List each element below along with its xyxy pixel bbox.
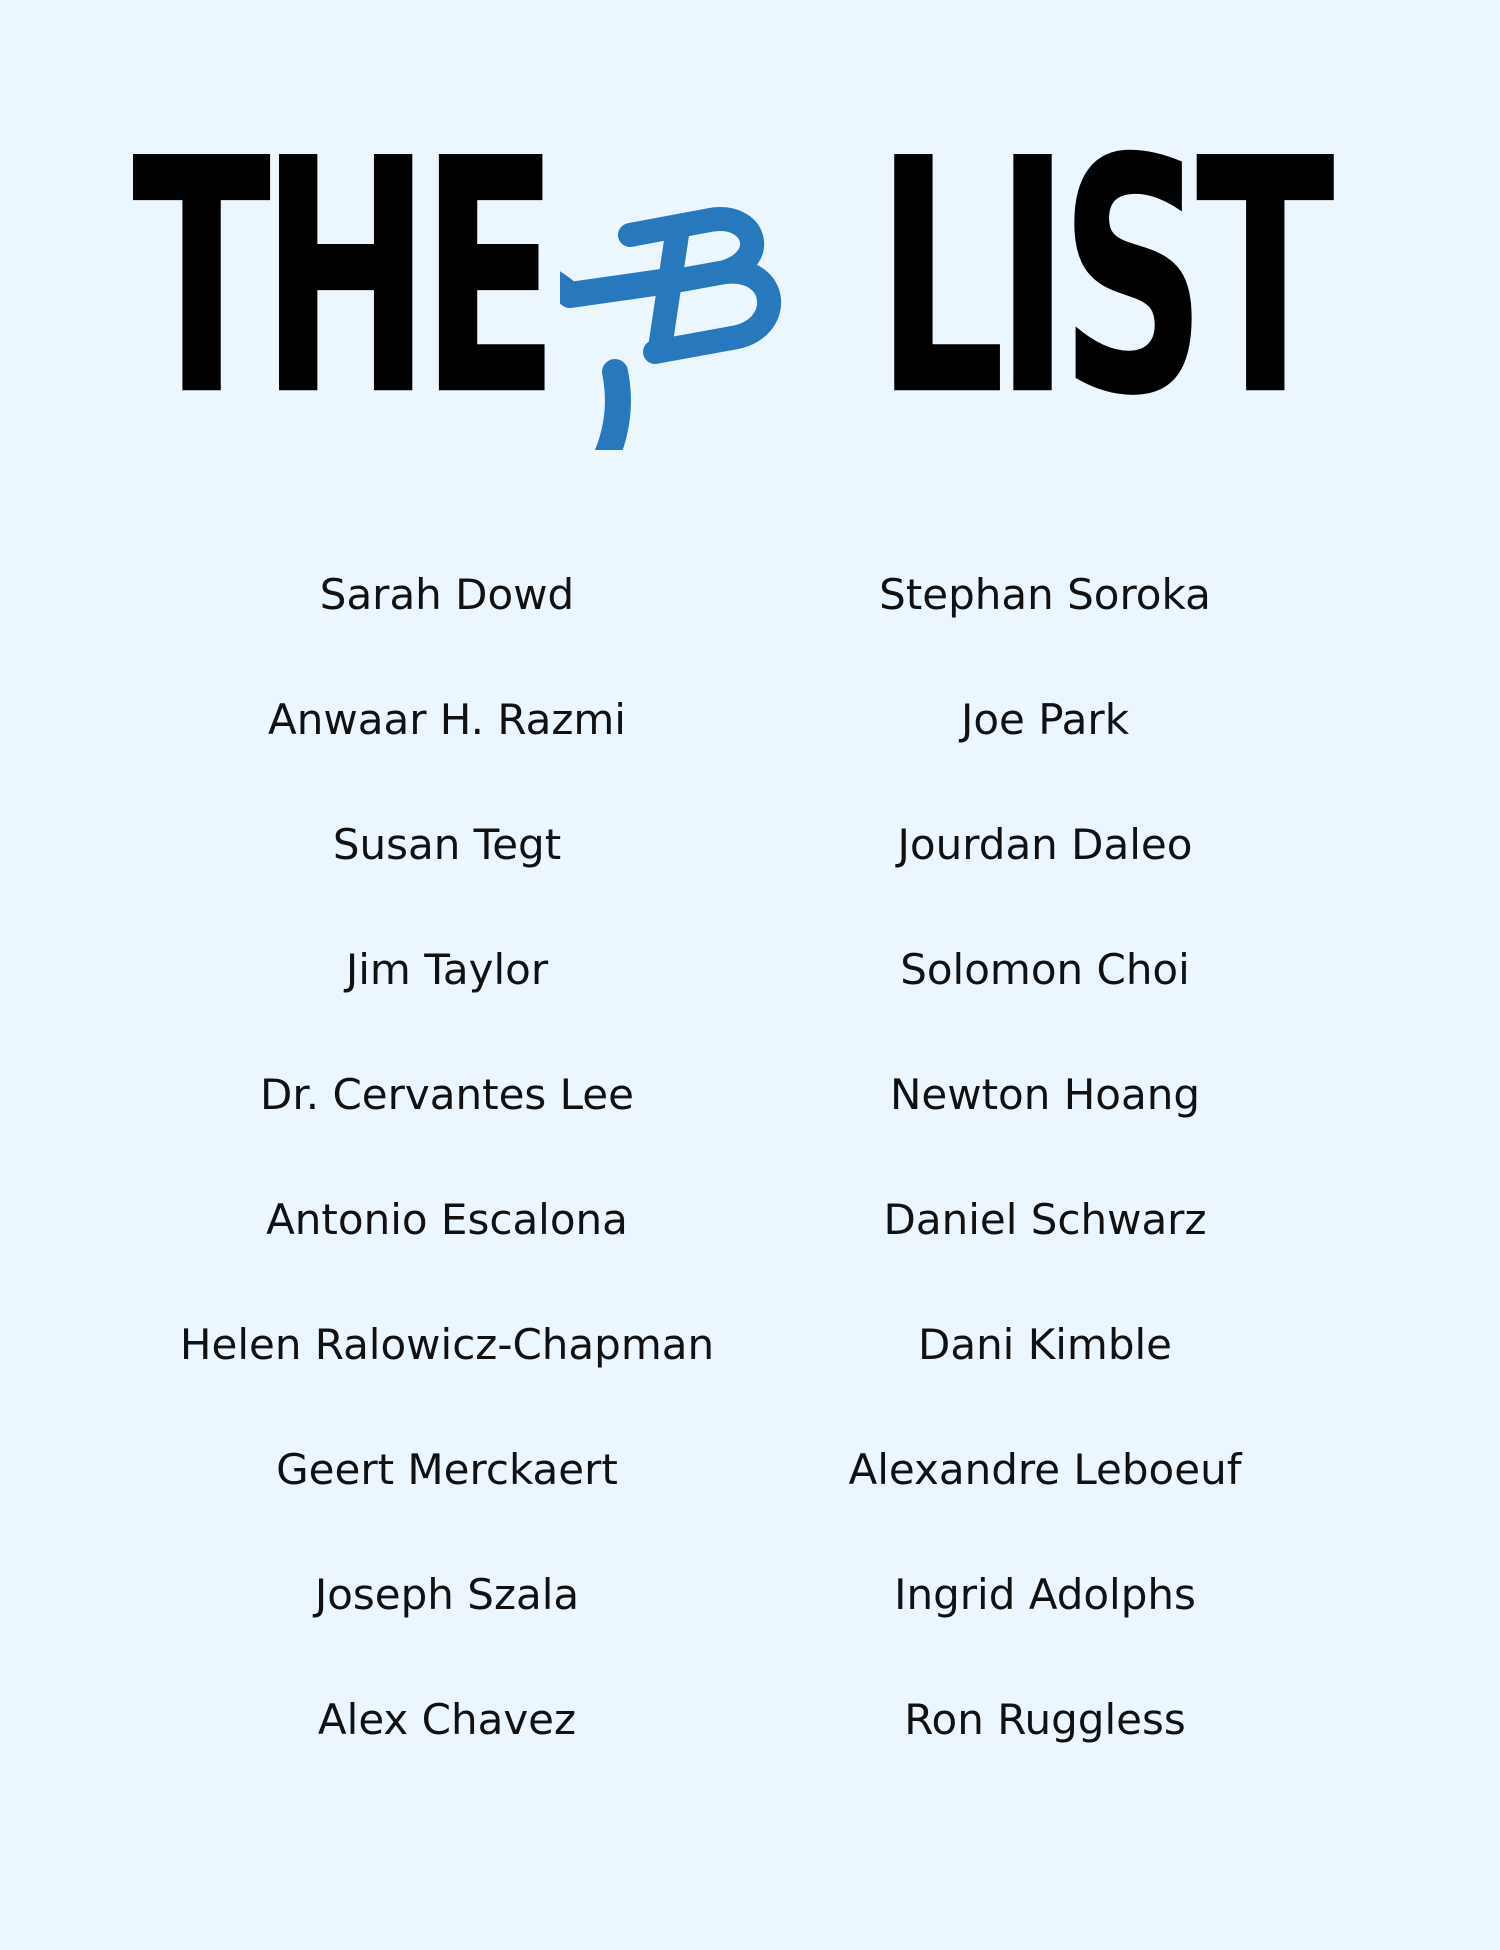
list-item: Alex Chavez xyxy=(317,1695,577,1744)
list-item: Jim Taylor xyxy=(345,945,549,994)
list-item: Helen Ralowicz-Chapman xyxy=(179,1320,715,1369)
names-column-right xyxy=(745,540,1345,1790)
list-item: Dani Kimble xyxy=(917,1320,1172,1369)
logo-word-the: THE xyxy=(131,90,549,467)
list-item: Ron Ruggless xyxy=(904,1695,1186,1744)
list-item: Sarah Dowd xyxy=(319,570,575,619)
names-list xyxy=(0,540,1500,1790)
list-item: Dr. Cervantes Lee xyxy=(260,1070,634,1119)
list-item: Anwaar H. Razmi xyxy=(268,695,626,744)
list-item: Ingrid Adolphs xyxy=(894,1570,1196,1619)
b-circle-logo-icon xyxy=(560,140,870,450)
list-item: Newton Hoang xyxy=(889,1070,1201,1119)
list-item: Joseph Szala xyxy=(314,1570,580,1619)
logo-word-list: LIST xyxy=(875,90,1325,467)
list-item: Alexandre Leboeuf xyxy=(848,1445,1242,1494)
list-item: Geert Merckaert xyxy=(276,1445,618,1494)
names-column-left xyxy=(147,540,747,1790)
list-item: Antonio Escalona xyxy=(266,1195,628,1244)
list-item: Stephan Soroka xyxy=(879,570,1211,619)
list-item: Daniel Schwarz xyxy=(883,1195,1207,1244)
list-item: Susan Tegt xyxy=(332,820,562,869)
logo xyxy=(0,90,1500,467)
list-item: Solomon Choi xyxy=(900,945,1190,994)
list-item: Joe Park xyxy=(960,695,1130,744)
list-item: Jourdan Daleo xyxy=(897,820,1193,869)
